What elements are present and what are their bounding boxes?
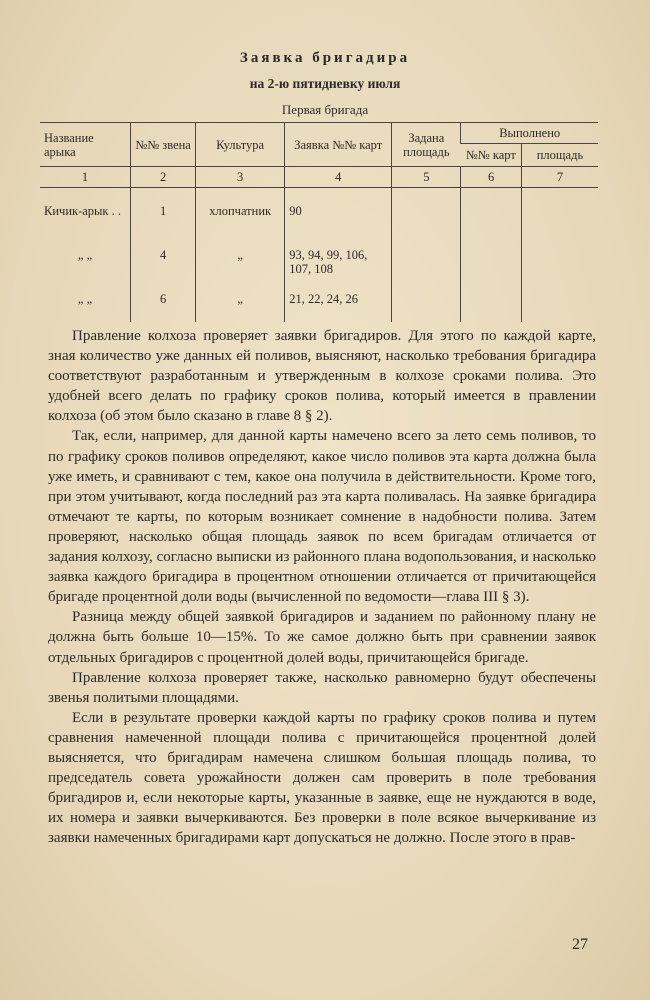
col-number: 5 [392,167,461,188]
paragraph: Если в результате проверки каждой карты по графику сроков полива и путем сравнения намеченной площади полива с причитающейся процентной долей выясняется, что бригадирам намечена слишком большая площадь полива, то председатель совета урожайности должен сам проверить в поле требования бригадиров и, если некоторые карты, указанные в заявке, еще не нуждаются в воде, их номера и заявки вычеркиваются. Без проверки в поле всякое вычеркивание из заявки намеченных бригадирами карт допускаться не должно. После этого в прав- [48,709,596,847]
header-done-area: площадь [521,144,598,167]
cell-culture: „ [196,248,285,292]
table-row [40,204,598,248]
cell-request: 21, 22, 24, 26 [285,292,392,322]
cell-zveno: 4 [131,248,196,292]
col-number: 2 [131,167,196,188]
col-number: 3 [196,167,285,188]
table-title: Заявка бригадира [239,50,411,66]
brigade-label: Первая бригада [281,102,369,117]
col-number: 4 [285,167,392,188]
header-request: Заявка №№ карт [285,123,392,167]
table-row [40,248,598,292]
cell-zveno: 6 [131,292,196,322]
header-name: Название арыка [40,123,131,167]
cell-request: 93, 94, 99, 106, 107, 108 [285,248,392,292]
header-done: Выполнено [461,123,598,144]
col-number: 6 [461,167,522,188]
header-zveno: №№ звена [131,123,196,167]
cell-name: Кичик-арык . . [44,204,122,218]
cell-name: „ „ [77,248,93,262]
page-number: 27 [572,936,588,953]
cell-request: 90 [285,204,392,248]
cell-culture: хлопчатник [196,204,285,248]
cell-name: „ „ [77,292,93,306]
header-area-set: Задана площадь [392,123,461,167]
col-number: 1 [40,167,131,188]
header-culture: Культура [196,123,285,167]
paragraph: Правление колхоза проверяет также, насколько равномерно будут обеспечены звенья политыми площадями. [48,669,596,706]
table-subtitle: на 2-ю пятидневку июля [249,76,401,91]
cell-zveno: 1 [131,204,196,248]
col-number: 7 [521,167,598,188]
paragraph: Разница между общей заявкой бригадиров и заданием по районному плану не должна быть больше 10—15%. То же самое должно быть при сравнении заявок отдельных бригадиров с процентной долей воды, причитающейся бригаде. [48,609,596,666]
request-table [40,122,598,322]
table-row [40,292,598,322]
paragraph: Правление колхоза проверяет заявки бригадиров. Для этого по каждой карте, зная количество уже данных ей поливов, выясняют, насколько требования бригадира соответствуют разработанным и утвержденным в колхозе сроками полива. Это удобней всего делать по графику сроков полива, который имеется в правлении колхоза (об этом было сказано в главе 8 § 2). [48,328,596,425]
header-done-cards: №№ карт [461,144,522,167]
cell-culture: „ [196,292,285,322]
paragraph: Так, если, например, для данной карты намечено всего за лето семь поливов, то по графику сроков поливов определяют, какое число поливов эта карта должна была уже иметь, и сравнивают с тем, какое она получила в действительности. Кроме того, при этом учитывают, когда последний раз эта карта поливалась. На заявке бригадира отмечают те карты, по которым возникает сомнение в надобности полива. Затем проверяют, насколько общая площадь заявок по всем бригадам отличается от задания колхозу, согласно выписки из районного плана водопользования, и насколько заявка каждого бригадира в процентном отношении отличается от причитающейся бригаде процентной доли воды (вычисленной по ведомости—глава III § 3). [48,428,596,606]
body-text [48,326,596,848]
